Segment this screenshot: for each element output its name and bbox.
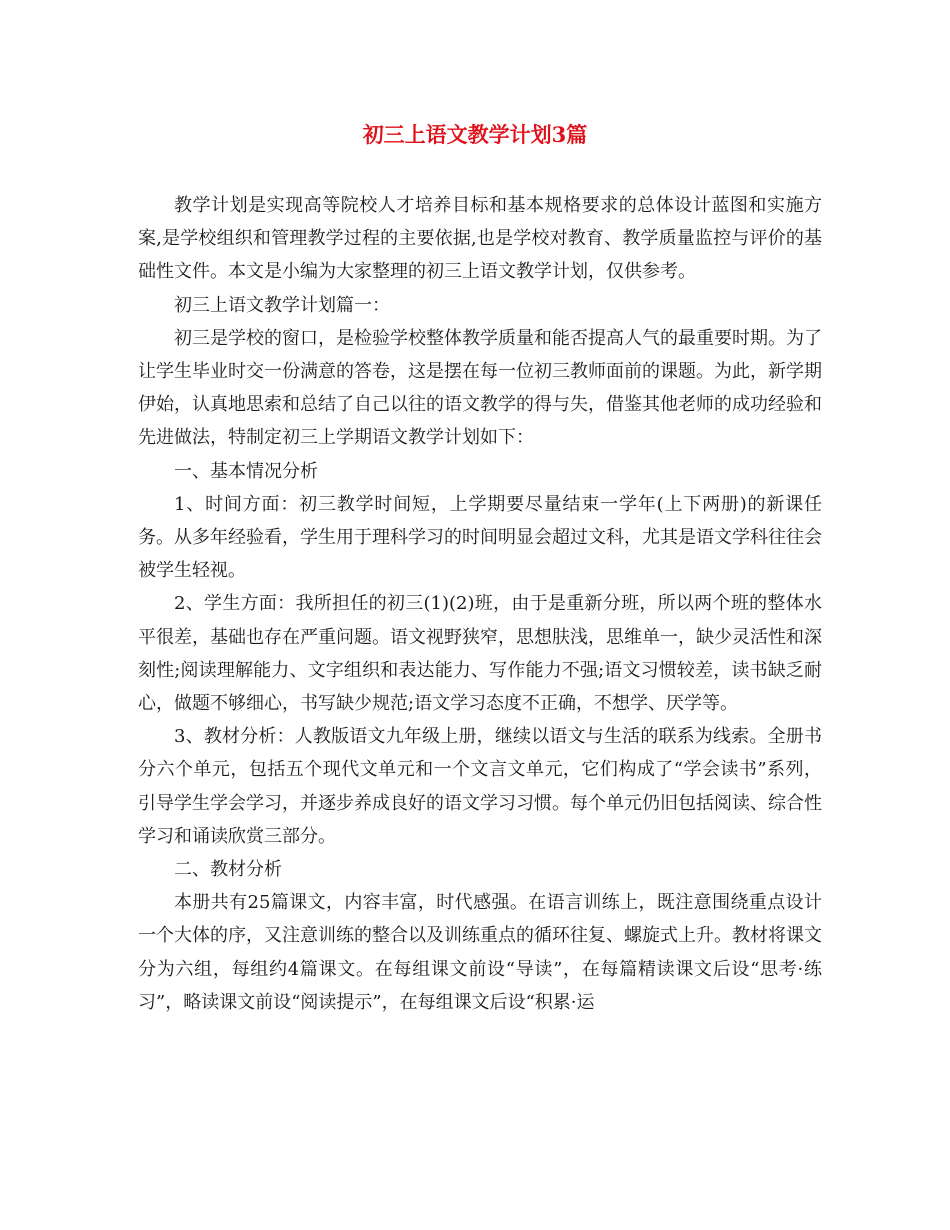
paragraph-textbook-content: 本册共有25篇课文，内容丰富，时代感强。在语言训练上，既注意围绕重点设计一个大体的序，又注意训练的整合以及训练重点的循环往复、螺旋式上升。教材将课文分为六组，每组约4篇课文。在每组课文前设“导读”，在每篇精读课文后设“思考·练习”，略读课文前设“阅读提示”，在每组课文后设“积累·运 (138, 892, 822, 1013)
paragraph-students: 2、学生方面：我所担任的初三(1)(2)班，由于是重新分班，所以两个班的整体水平很差，基础也存在严重问题。语文视野狭窄，思想肤浅，思维单一，缺少灵活性和深刻性;阅读理解能力、文字组织和表达能力、写作能力不强;语文习惯较差，读书缺乏耐心，做题不够细心，书写缺少规范;语文学习态度不正确，不想学、厌学等。 (138, 593, 822, 715)
section-heading-textbook-analysis: 二、教材分析 (174, 859, 282, 881)
paragraph-intro: 教学计划是实现高等院校人才培养目标和基本规格要求的总体设计蓝图和实施方案,是学校组织和管理教学过程的主要依据,也是学校对教育、教学质量监控与评价的基础性文件。本文是小编为大家整理的初三上语文教学计划，仅供参考。 (138, 195, 822, 283)
paragraph-overview: 初三是学校的窗口，是检验学校整体教学质量和能否提高人气的最重要时期。为了让学生毕业时交一份满意的答卷，这是摆在每一位初三教师面前的课题。为此，新学期伊始，认真地思索和总结了自己以往的语文教学的得与失，借鉴其他老师的成功经验和先进做法，特制定初三上学期语文教学计划如下： (138, 327, 822, 449)
document-title: 初三上语文教学计划3篇 (362, 122, 588, 147)
paragraph-time: 1、时间方面：初三教学时间短，上学期要尽量结束一学年(上下两册)的新课任务。从多年经验看，学生用于理科学习的时间明显会超过文科，尤其是语文学科往往会被学生轻视。 (138, 493, 822, 582)
paragraph-textbook: 3、教材分析：人教版语文九年级上册，继续以语文与生活的联系为线索。全册书分六个单元，包括五个现代文单元和一个文言文单元，它们构成了“学会读书”系列，引导学生学会学习，并逐步养成良好的语文学习习惯。每个单元仍旧包括阅读、综合性学习和诵读欣赏三部分。 (138, 726, 822, 847)
paragraph-part-one-heading: 初三上语文教学计划篇一： (174, 294, 390, 316)
document-body (138, 189, 822, 1019)
section-heading-situation: 一、基本情况分析 (174, 460, 318, 482)
